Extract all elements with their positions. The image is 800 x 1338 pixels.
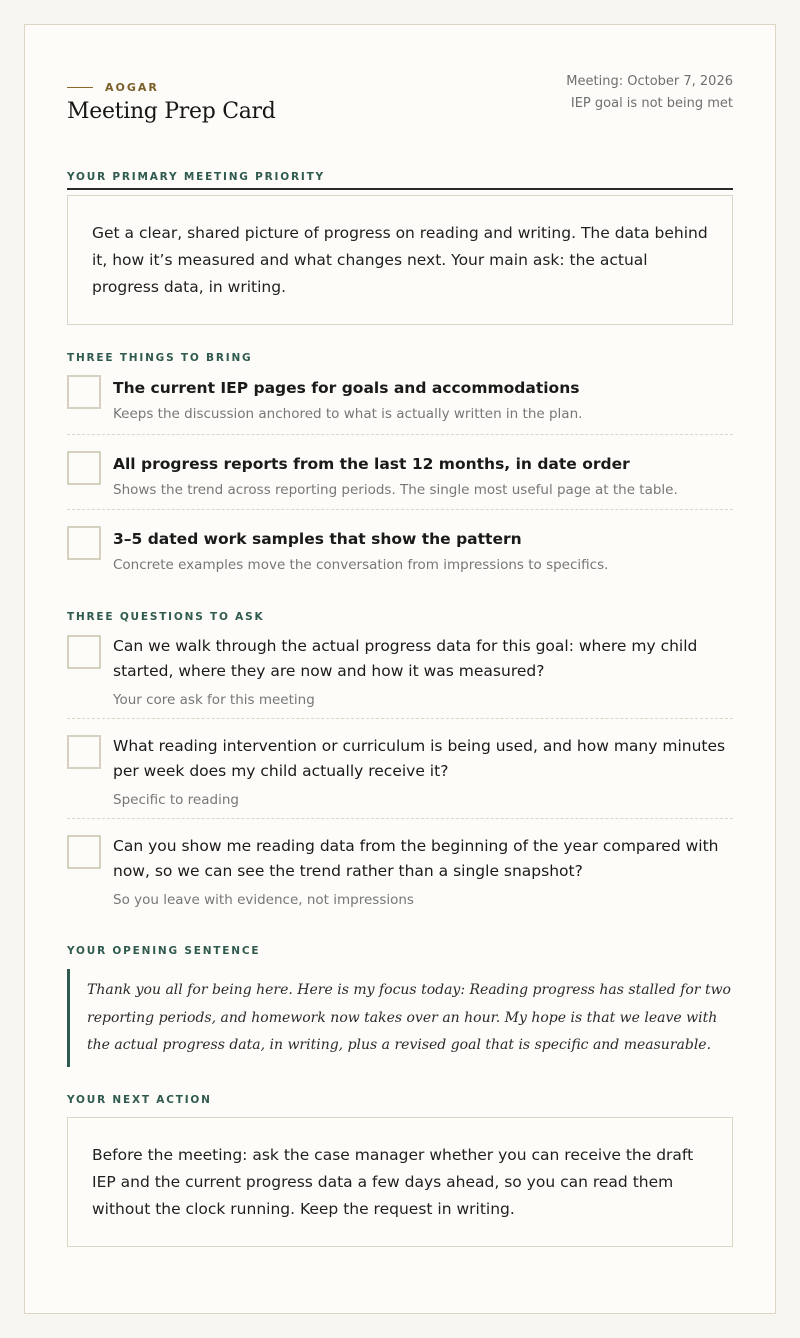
item-divider	[67, 509, 733, 510]
bring-item-title: The current IEP pages for goals and accommodations	[113, 379, 580, 397]
next-action-section-label: YOUR NEXT ACTION	[67, 1094, 212, 1106]
checkbox[interactable]	[67, 451, 101, 485]
brand-label: AOGAR	[105, 81, 159, 94]
bring-item-text	[113, 377, 733, 424]
opening-text: Thank you all for being here. Here is my focus today: Reading progress has stalled for two reporting periods, and homework now takes over an hour. My hope is that we leave with the actual progress data, in writing, plus a revised goal that is specific and measurable.	[87, 982, 731, 1053]
question-note: Specific to reading	[113, 792, 239, 808]
priority-text: Get a clear, shared picture of progress on reading and writing. The data behind it, how it’s measured and what changes next. Your main ask: the actual progress data, in writing.	[92, 224, 708, 296]
questions-section-label: THREE QUESTIONS TO ASK	[67, 611, 265, 623]
brand-rule	[67, 87, 93, 88]
checkbox[interactable]	[67, 835, 101, 869]
question-text: Can you show me reading data from the beginning of the year compared with now, so we can see the trend rather than a single snapshot?	[113, 837, 719, 880]
opening-section-label: YOUR OPENING SENTENCE	[67, 945, 261, 957]
bring-item-text	[113, 528, 733, 575]
page-title: Meeting Prep Card	[67, 99, 276, 124]
bring-item-note: Concrete examples move the conversation from impressions to specifics.	[113, 557, 609, 573]
next-action-box	[67, 1117, 733, 1247]
header-divider	[67, 188, 733, 190]
bring-item-note: Shows the trend across reporting periods. The single most useful page at the table.	[113, 482, 678, 498]
bring-section-label: THREE THINGS TO BRING	[67, 352, 253, 364]
meeting-date: Meeting: October 7, 2026	[566, 74, 733, 89]
brand-row	[67, 81, 159, 94]
item-divider	[67, 818, 733, 819]
question-item-text	[113, 734, 733, 810]
meeting-prep-card	[24, 24, 776, 1314]
question-item-text	[113, 834, 733, 910]
checkbox[interactable]	[67, 375, 101, 409]
priority-section-label: YOUR PRIMARY MEETING PRIORITY	[67, 171, 325, 183]
opening-quote	[67, 969, 733, 1067]
checkbox[interactable]	[67, 635, 101, 669]
question-note: So you leave with evidence, not impressions	[113, 892, 414, 908]
bring-item-text	[113, 453, 733, 500]
priority-box	[67, 195, 733, 325]
checkbox[interactable]	[67, 526, 101, 560]
card-header	[67, 71, 733, 143]
question-item-text	[113, 634, 733, 710]
question-text: Can we walk through the actual progress data for this goal: where my child started, where they are now and how it was measured?	[113, 637, 698, 680]
bring-item-title: 3–5 dated work samples that show the pattern	[113, 530, 522, 548]
bring-item-note: Keeps the discussion anchored to what is actually written in the plan.	[113, 406, 583, 422]
question-text: What reading intervention or curriculum is being used, and how many minutes per week does my child actually receive it?	[113, 737, 726, 780]
meeting-meta	[566, 71, 733, 115]
next-action-text: Before the meeting: ask the case manager whether you can receive the draft IEP and the current progress data a few days ahead, so you can read them without the clock running. Keep the request in writing.	[92, 1146, 694, 1218]
item-divider	[67, 434, 733, 435]
meeting-concern: IEP goal is not being met	[570, 96, 733, 111]
item-divider	[67, 718, 733, 719]
checkbox[interactable]	[67, 735, 101, 769]
bring-item-title: All progress reports from the last 12 months, in date order	[113, 455, 630, 473]
question-note: Your core ask for this meeting	[113, 692, 315, 708]
